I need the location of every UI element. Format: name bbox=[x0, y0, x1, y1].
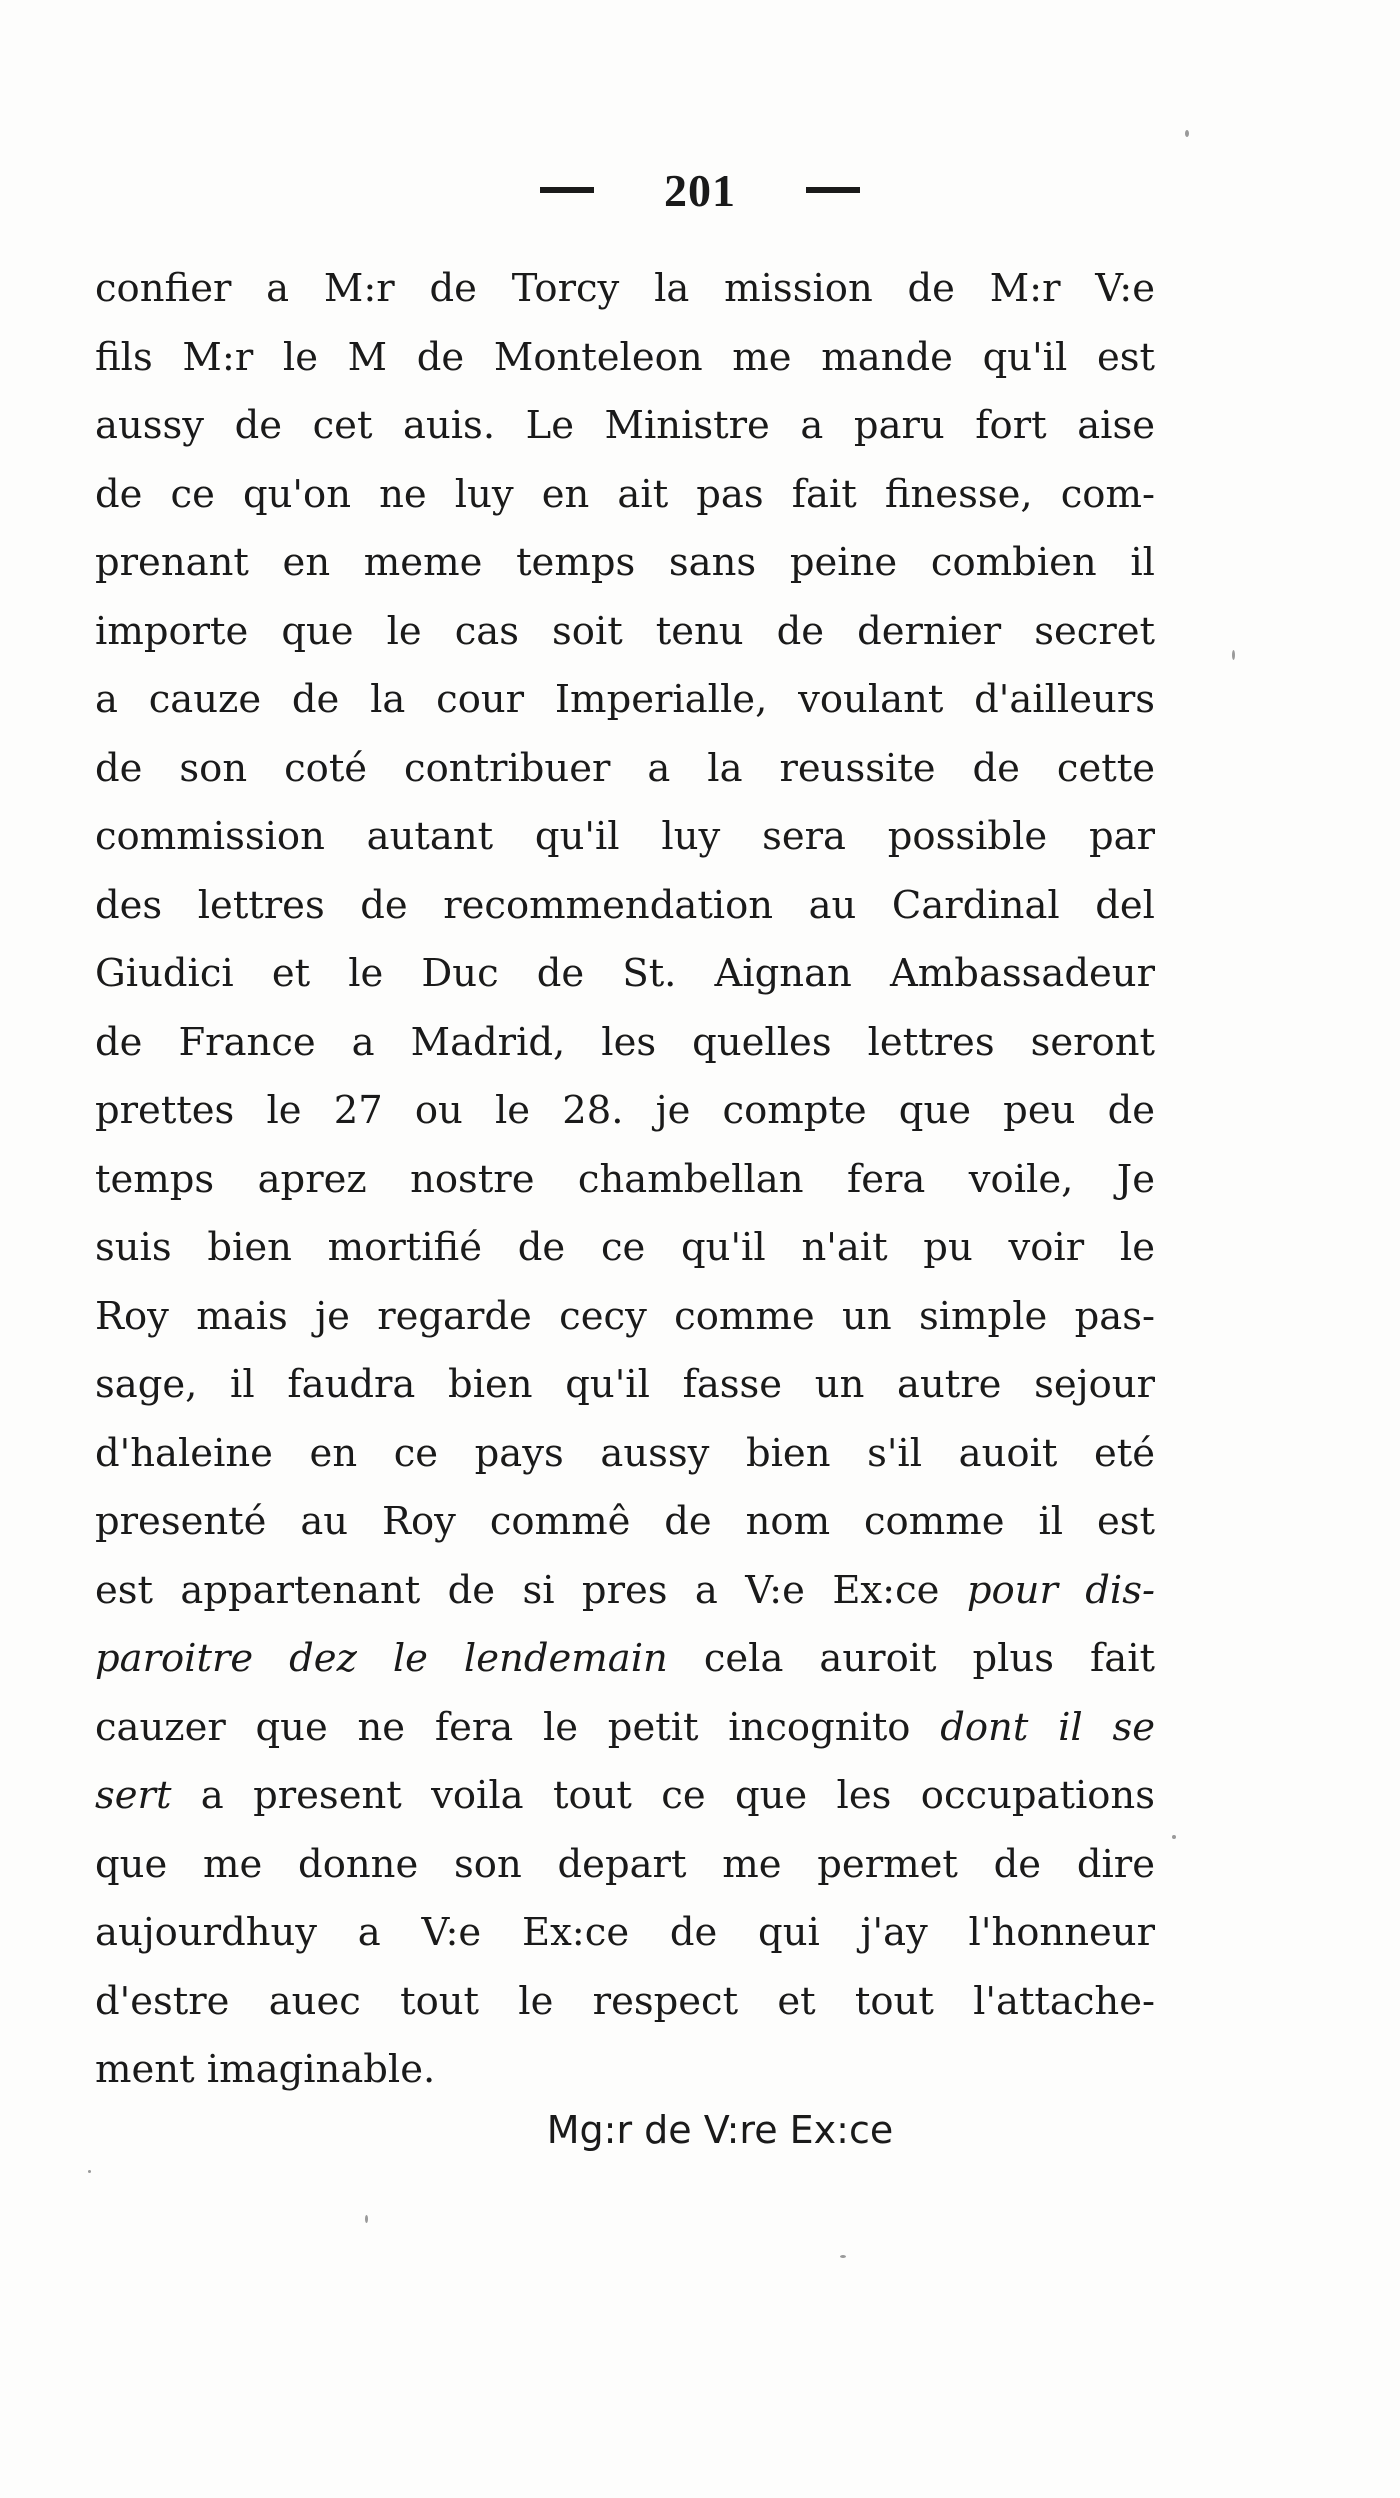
page-header bbox=[0, 160, 1400, 220]
text-span: suis bien mortifié de ce qu'il n'ait pu voir le bbox=[95, 1225, 1155, 1270]
text-span: de ce qu'on ne luy en ait pas fait finesse, com- bbox=[95, 471, 1155, 517]
text-line bbox=[95, 598, 1155, 667]
text-line bbox=[95, 940, 1155, 1009]
text-line bbox=[95, 1420, 1155, 1489]
scan-speck bbox=[840, 2255, 846, 2258]
text-line bbox=[95, 1625, 1155, 1694]
scan-speck bbox=[1185, 130, 1189, 137]
text-line bbox=[95, 1694, 1155, 1763]
text-span: que me donne son depart me permet de dire bbox=[95, 1841, 1155, 1887]
text-span: ment imaginable. bbox=[95, 2047, 436, 2092]
text-span: Giudici et le Duc de St. Aignan Ambassadeur bbox=[95, 951, 1155, 996]
text-line bbox=[95, 1831, 1155, 1900]
text-span: a present voila tout ce que les occupations bbox=[171, 1773, 1155, 1818]
text-line bbox=[95, 255, 1155, 324]
text-span: aussy de cet auis. Le Ministre a paru fort aise bbox=[95, 403, 1155, 448]
text-line bbox=[95, 324, 1155, 393]
text-line bbox=[95, 1899, 1155, 1968]
scan-speck bbox=[1172, 1835, 1176, 1839]
text-span: est appartenant de si pres a V:e Ex:ce bbox=[95, 1567, 967, 1613]
signature: Mg:r de V:re Ex:ce bbox=[546, 2108, 894, 2152]
text-span: importe que le cas soit tenu de dernier secret bbox=[95, 608, 1155, 654]
text-span: des lettres de recommendation au Cardinal del bbox=[95, 882, 1155, 928]
text-span: commission autant qu'il luy sera possible par bbox=[95, 814, 1155, 859]
italic-text: paroitre dez le lendemain bbox=[95, 1636, 668, 1681]
text-span: confier a M:r de Torcy la mission de M:r V:e bbox=[95, 266, 1155, 311]
scan-speck bbox=[365, 2215, 368, 2223]
scan-speck bbox=[1232, 650, 1235, 660]
text-span: presenté au Roy commê de nom comme il est bbox=[95, 1499, 1155, 1544]
text-line bbox=[95, 461, 1155, 530]
text-line bbox=[95, 1488, 1155, 1557]
text-line bbox=[95, 1283, 1155, 1352]
text-span: d'estre auec tout le respect et tout l'attache- bbox=[95, 1978, 1155, 2024]
text-span: fils M:r le M de Monteleon me mande qu'il est bbox=[95, 334, 1155, 380]
page-number: 201 bbox=[664, 164, 736, 216]
text-span: a cauze de la cour Imperialle, voulant d'ailleurs bbox=[95, 677, 1155, 722]
text-line bbox=[95, 803, 1155, 872]
text-span: Roy mais je regarde cecy comme un simple pas- bbox=[95, 1293, 1155, 1339]
text-span: de son coté contribuer a la reussite de cette bbox=[95, 745, 1155, 791]
text-span: temps aprez nostre chambellan fera voile, Je bbox=[95, 1156, 1155, 1202]
text-span: sage, il faudra bien qu'il fasse un autre sejour bbox=[95, 1362, 1155, 1407]
text-line bbox=[95, 1762, 1155, 1831]
text-line bbox=[95, 392, 1155, 461]
text-line bbox=[95, 735, 1155, 804]
text-span: de France a Madrid, les quelles lettres seront bbox=[95, 1019, 1155, 1065]
text-span: prenant en meme temps sans peine combien il bbox=[95, 540, 1155, 585]
text-line bbox=[95, 1077, 1155, 1146]
text-line bbox=[95, 1009, 1155, 1078]
scan-speck bbox=[88, 2170, 91, 2173]
text-span: d'haleine en ce pays aussy bien s'il auoit eté bbox=[95, 1430, 1155, 1476]
text-span: prettes le 27 ou le 28. je compte que peu de bbox=[95, 1088, 1155, 1133]
text-line bbox=[95, 1146, 1155, 1215]
text-span: aujourdhuy a V:e Ex:ce de qui j'ay l'honneur bbox=[95, 1910, 1155, 1955]
text-line bbox=[95, 1214, 1155, 1283]
text-span: cauzer que ne fera le petit incognito bbox=[95, 1704, 941, 1750]
header-dash-right bbox=[806, 187, 860, 193]
text-line bbox=[95, 1968, 1155, 2037]
italic-text: pour dis- bbox=[966, 1567, 1155, 1613]
text-line bbox=[95, 529, 1155, 598]
header-dash-left bbox=[540, 187, 594, 193]
italic-text: dont il se bbox=[940, 1704, 1155, 1750]
italic-text: sert bbox=[95, 1773, 172, 1818]
text-line bbox=[95, 872, 1155, 941]
body-text bbox=[95, 255, 1155, 2105]
text-line bbox=[95, 1351, 1155, 1420]
text-line bbox=[95, 666, 1155, 735]
text-span: cela auroit plus fait bbox=[667, 1636, 1155, 1681]
text-line bbox=[95, 1557, 1155, 1626]
